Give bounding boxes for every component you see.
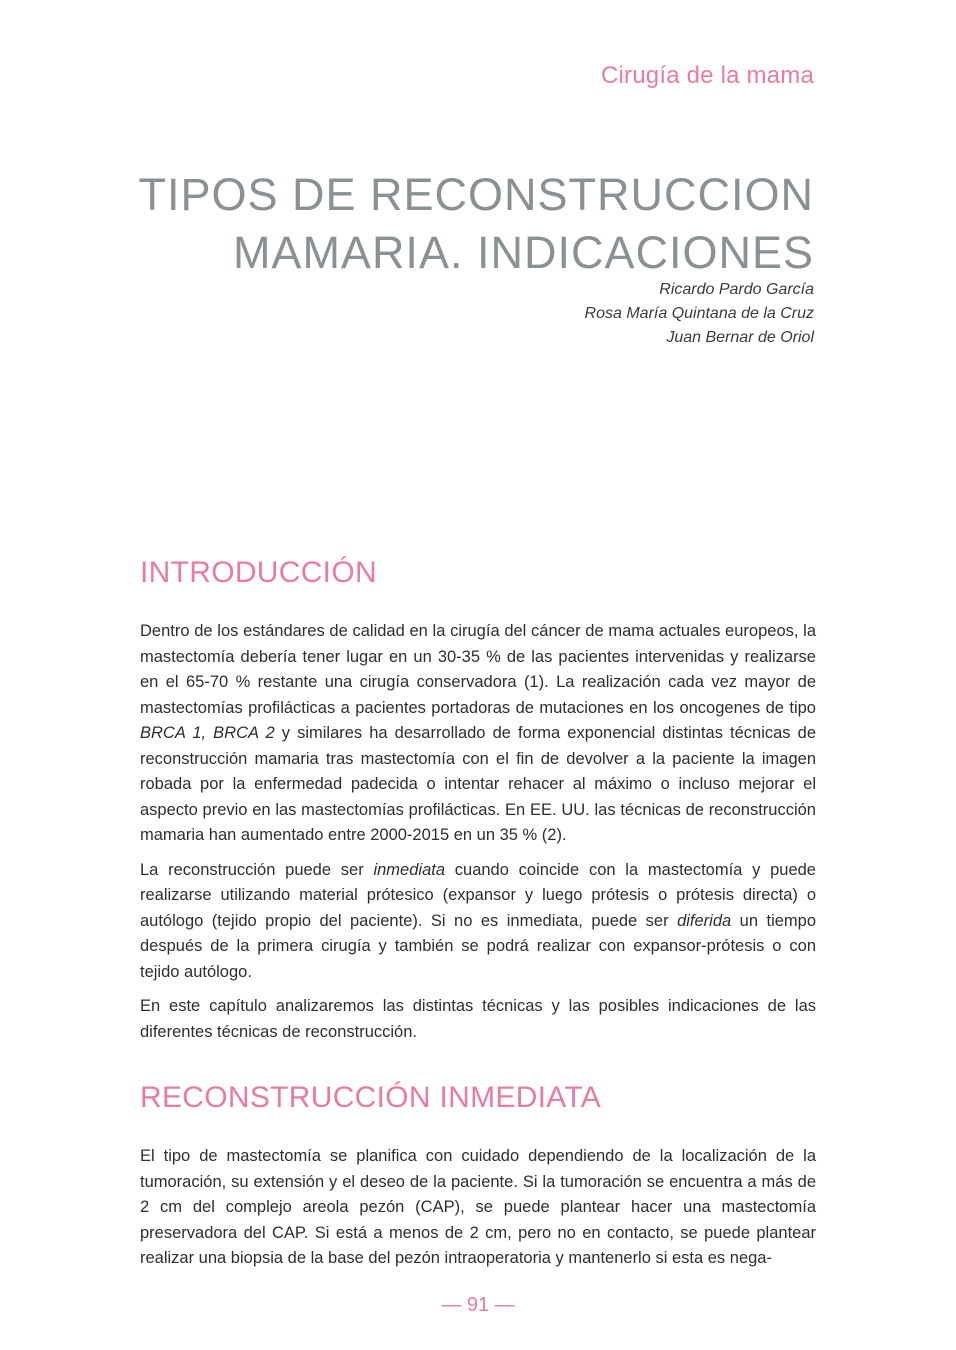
paragraph-text: y similares ha desarrollado de forma exponencial distintas técnicas de reconstrucción mamaria tras mastectomía con el fin de devolver a la paciente la imagen robada por la enfermedad padecida o intentar rehacer al máximo o incluso mejorar el aspecto previo en las mastectomías profilácticas. En EE. UU. las técnicas de reconstrucción mamaria han aumentado entre 2000-2015 en un 35 % (2). (140, 724, 816, 844)
page-number: — 91 — (441, 1294, 515, 1316)
emphasis-text: BRCA 1, BRCA 2 (140, 724, 275, 742)
emphasis-text: diferida (677, 911, 732, 930)
paragraph: El tipo de mastectomía se planifica con cuidado dependiendo de la localización de la tumoración, su extensión y el deseo de la paciente. Si la tumoración se encuentra a más de 2 cm del complejo areola pezón (CAP), se puede plantear hacer una mastectomía preservadora del CAP. Si está a menos de 2 cm, pero no en contacto, se puede plantear realizar una biopsia de la base del pezón intraoperatoria y mantenerlo si esta es nega- (140, 1147, 816, 1267)
paragraph-text: La reconstrucción puede ser (140, 860, 374, 879)
author-name: Rosa María Quintana de la Cruz (584, 305, 814, 322)
chapter-title-line-2: MAMARIA. INDICACIONES (232, 227, 814, 278)
paragraph-text: un tiempo después de la primera cirugía y también se podrá realizar con expansor-prótesis o con tejido autólogo. (140, 911, 817, 981)
paragraph: En este capítulo analizaremos las distintas técnicas y las posibles indicaciones de las diferentes técnicas de reconstrucción. (140, 997, 816, 1041)
author-list (585, 278, 814, 350)
chapter-title-line-1: TIPOS DE RECONSTRUCCION (138, 169, 814, 220)
paragraph-text: Dentro de los estándares de calidad en la cirugía del cáncer de mama actuales europeos, la mastectomía debería tener lugar en un 30-35 % de las pacientes intervenidas y realizarse en el 65-70 % restante una cirugía conservadora (1). La realización cada vez mayor de mastectomías profilácticas a pacientes portadoras de mutaciones en los oncogenes de tipo (140, 622, 816, 717)
running-head: Cirugía de la mama (600, 62, 814, 89)
author-name: Ricardo Pardo García (659, 281, 814, 298)
section-body-reconstruccion-inmediata (140, 1144, 816, 1281)
emphasis-text: inmediata (373, 860, 446, 879)
paragraph (140, 619, 816, 849)
section-body-introduccion (140, 619, 816, 1054)
section-heading-introduccion: INTRODUCCIÓN (140, 556, 377, 589)
author-name: Juan Bernar de Oriol (666, 329, 814, 346)
section-heading-reconstruccion-inmediata: RECONSTRUCCIÓN INMEDIATA (140, 1081, 602, 1114)
chapter-title (138, 166, 814, 282)
paragraph-text: cuando coincide con la mastectomía y puede realizarse utilizando material prótesico (expansor y luego prótesis o prótesis directa) o autólogo (tejido propio del paciente). Si no es inmediata, puede ser (140, 860, 816, 930)
paragraph (140, 858, 816, 986)
